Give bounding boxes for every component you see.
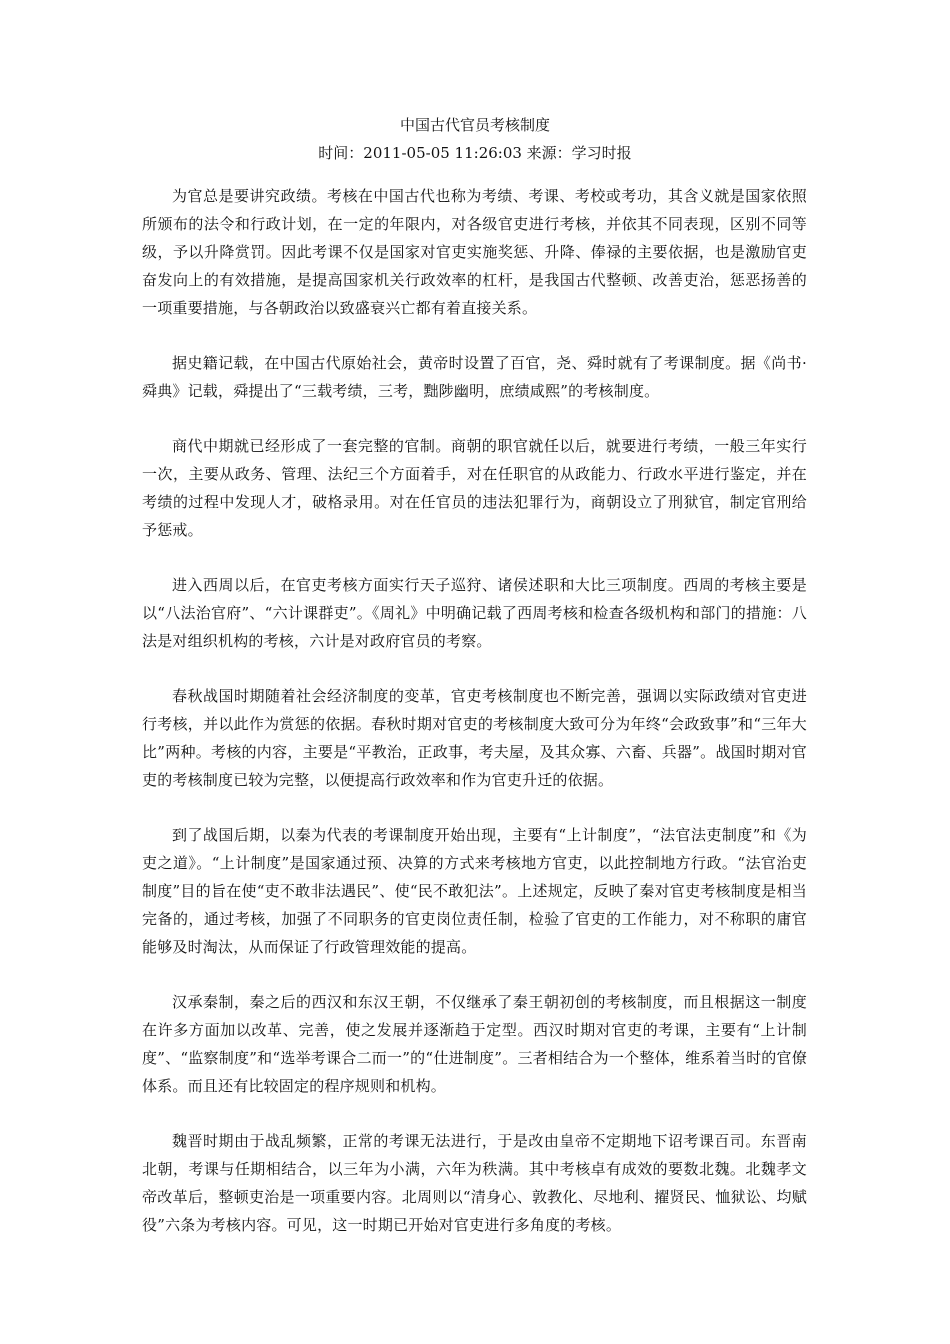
document-meta: 时间：2011-05-05 11:26:03 来源：学习时报 [318,144,632,162]
paragraph: 魏晋时期由于战乱频繁，正常的考课无法进行，于是改由皇帝不定期地下诏考课百司。东晋南北朝，考课与任期相结合，以三年为小满，六年为秩满。其中考核卓有成效的要数北魏。北魏孝文帝改革后，整顿吏治是一项重要内容。北周则以“清身心、敦教化、尽地利、擢贤民、恤狱讼、均赋役”六条为考核内容。可见，这一时期已开始对官吏进行多角度的考核。 [142,1132,807,1234]
paragraph: 进入西周以后，在官吏考核方面实行天子巡狩、诸侯述职和大比三项制度。西周的考核主要是以“八法治官府”、“六计课群吏”。《周礼》中明确记载了西周考核和检查各级机构和部门的措施：八法是对组织机构的考核，六计是对政府官员的考察。 [142,576,807,650]
paragraph: 汉承秦制，秦之后的西汉和东汉王朝，不仅继承了秦王朝初创的考核制度，而且根据这一制度在许多方面加以改革、完善，使之发展并逐渐趋于定型。西汉时期对官吏的考课，主要有“上计制度”、“监察制度”和“选举考课合二而一”的“仕进制度”。三者相结合为一个整体，维系着当时的官僚体系。而且还有比较固定的程序规则和机构。 [142,993,807,1095]
paragraph: 据史籍记载，在中国古代原始社会，黄帝时设置了百官，尧、舜时就有了考课制度。据《尚书·舜典》记载，舜提出了“三载考绩，三考，黜陟幽明，庶绩咸熙”的考核制度。 [142,354,807,400]
paragraph: 春秋战国时期随着社会经济制度的变革，官吏考核制度也不断完善，强调以实际政绩对官吏进行考核，并以此作为赏惩的依据。春秋时期对官吏的考核制度大致可分为年终“会政致事”和“三年大比”两种。考核的内容，主要是“平教治，正政事，考夫屋，及其众寡、六畜、兵器”。战国时期对官吏的考核制度已较为完整，以便提高行政效率和作为官吏升迁的依据。 [142,687,807,789]
document-body [142,182,807,1266]
paragraph: 为官总是要讲究政绩。考核在中国古代也称为考绩、考课、考校或考功，其含义就是国家依照所颁布的法令和行政计划，在一定的年限内，对各级官吏进行考核，并依其不同表现，区别不同等级，予以升降赏罚。因此考课不仅是国家对官吏实施奖惩、升降、俸禄的主要依据，也是激励官吏奋发向上的有效措施，是提高国家机关行政效率的杠杆，是我国古代整顿、改善吏治，惩恶扬善的一项重要措施，与各朝政治以致盛衰兴亡都有着直接关系。 [142,187,807,317]
paragraph: 商代中期就已经形成了一套完整的官制。商朝的职官就任以后，就要进行考绩，一般三年实行一次，主要从政务、管理、法纪三个方面着手，对在任职官的从政能力、行政水平进行鉴定，并在考绩的过程中发现人才，破格录用。对在任官员的违法犯罪行为，商朝设立了刑狱官，制定官刑给予惩戒。 [142,437,807,539]
paragraph: 到了战国后期，以秦为代表的考课制度开始出现，主要有“上计制度”，“法官法吏制度”和《为吏之道》。“上计制度”是国家通过预、决算的方式来考核地方官吏，以此控制地方行政。“法官治吏制度”目的旨在使“吏不敢非法遇民”、使“民不敢犯法”。上述规定，反映了秦对官吏考核制度是相当完备的，通过考核，加强了不同职务的官吏岗位责任制，检验了官吏的工作能力，对不称职的庸官能够及时淘汰，从而保证了行政管理效能的提高。 [142,826,807,956]
document-title: 中国古代官员考核制度 [399,116,550,134]
